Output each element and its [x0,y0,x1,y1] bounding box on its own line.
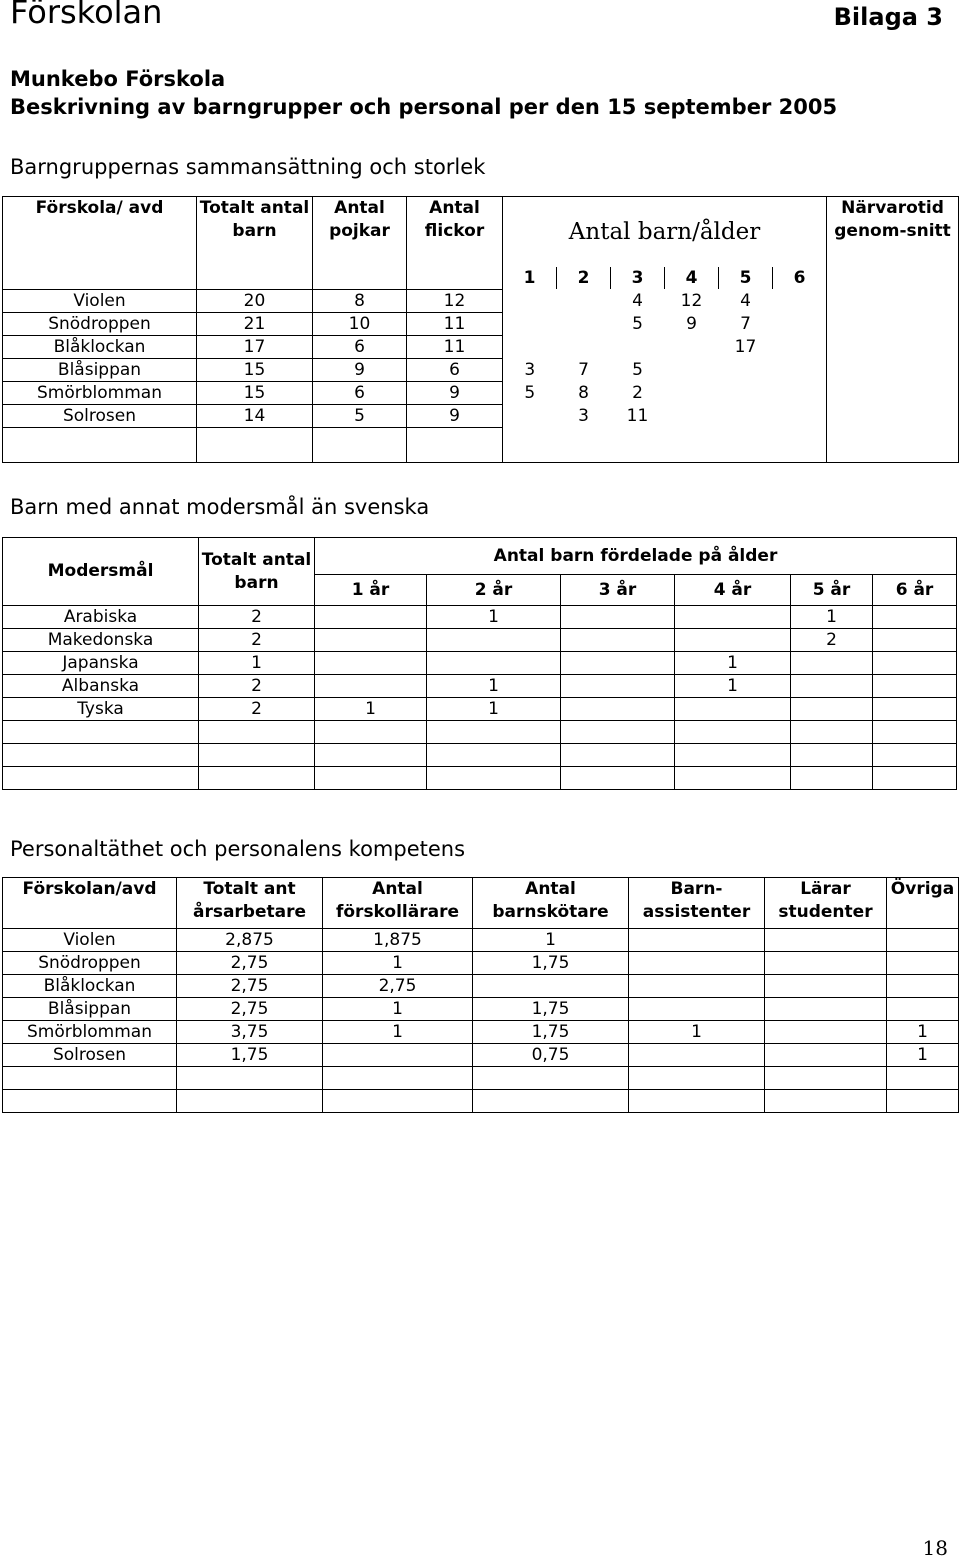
cell-age [561,698,675,721]
cell-age [675,629,791,652]
cell-age: 1 [427,675,561,698]
cell-value [765,1067,887,1090]
cell-value [473,1067,629,1090]
cell-total: 2 [199,606,315,629]
cell-age [315,721,427,744]
header-preschool-teachers: Antal förskollärare [323,878,473,929]
cell-value [3,1067,177,1090]
cell-boys: 6 [313,381,407,404]
cell-girls: 11 [407,312,503,335]
cell-age [873,606,957,629]
cell-age [773,335,827,358]
table-row [3,998,959,1021]
cell-age [503,404,557,427]
cell-age [665,381,719,404]
cell-value: Snödroppen [3,952,177,975]
cell-value [765,1044,887,1067]
cell-age: 1 [315,698,427,721]
cell-age [873,721,957,744]
cell-value [629,975,765,998]
groups-table [2,196,959,463]
cell-unit: Blåsippan [3,358,197,381]
cell-age [665,335,719,358]
cell-age [719,358,773,381]
cell-age [611,427,665,462]
cell-value [629,929,765,952]
cell-age [503,312,557,335]
cell-age: 1 [675,652,791,675]
cell-age: 9 [686,313,697,334]
header-age: 3 [611,267,665,289]
cell-attendance [827,358,959,381]
cell-value [887,998,959,1021]
header-attendance: Närvarotid genom-snitt [827,197,959,290]
cell-age [773,358,827,381]
cell-age: 2 [791,629,873,652]
cell-age [873,767,957,790]
cell-value: 1 [887,1044,959,1067]
cell-age [719,404,773,427]
cell-boys: 9 [313,358,407,381]
cell-attendance [827,335,959,358]
cell-age: 12 [680,290,703,311]
cell-value [473,975,629,998]
header-girls: Antal flickor [407,197,503,290]
cell-value: Solrosen [3,1044,177,1067]
header-age-title: Antal barn/ålder [503,197,827,268]
cell-language [3,721,199,744]
section-heading-languages: Barn med annat modersmål än svenska [10,495,430,519]
cell-value: Smörblomman [3,1021,177,1044]
header-language: Modersmål [3,538,199,606]
table-row [3,929,959,952]
table-header-row [3,538,957,575]
cell-age: 1 [427,606,561,629]
cell-value [629,1044,765,1067]
cell-age [503,289,557,312]
cell-language [3,744,199,767]
cell-age: 2 [632,382,643,403]
cell-value [765,929,887,952]
cell-total [197,427,313,462]
table-row [3,1090,959,1113]
cell-value [629,952,765,975]
cell-value: 1 [323,1021,473,1044]
header-unit: Förskolan/avd [3,878,177,929]
section-heading-staff: Personaltäthet och personalens kompetens [10,837,466,861]
cell-girls: 12 [407,289,503,312]
cell-age [791,721,873,744]
cell-unit: Blåklockan [3,335,197,358]
cell-total: 2 [199,698,315,721]
attachment-label: Bilaga 3 [833,3,943,31]
cell-value [473,1090,629,1113]
cell-boys [313,427,407,462]
cell-value [887,1090,959,1113]
cell-age [675,767,791,790]
cell-age [791,744,873,767]
header-age: 5 år [791,575,873,606]
cell-total: 17 [197,335,313,358]
header-age-title: Antal barn fördelade på ålder [315,538,957,575]
header-boys: Antal pojkar [313,197,407,290]
cell-age [675,606,791,629]
cell-age [873,698,957,721]
cell-boys: 8 [313,289,407,312]
table-row [3,427,959,462]
cell-total: 20 [197,289,313,312]
cell-age [561,721,675,744]
cell-value: 1 [629,1021,765,1044]
cell-value: 1 [473,929,629,952]
cell-value [887,929,959,952]
cell-age: 17 [734,336,757,357]
table-row [3,629,957,652]
cell-age: 8 [578,382,589,403]
cell-age: 11 [626,405,649,426]
table-row [3,606,957,629]
cell-age: 5 [503,381,557,404]
cell-boys: 6 [313,335,407,358]
table-row [3,744,957,767]
cell-language: Tyska [3,698,199,721]
cell-value [629,1090,765,1113]
cell-value: 1,875 [323,929,473,952]
cell-age [315,767,427,790]
cell-age: 1 [675,675,791,698]
cell-age [791,767,873,790]
cell-age: 7 [578,359,589,380]
cell-attendance [827,404,959,427]
cell-total: 14 [197,404,313,427]
cell-total [199,721,315,744]
cell-value: 0,75 [473,1044,629,1067]
header-unit: Förskola/ avd [3,197,197,290]
header-age: 2 år [427,575,561,606]
cell-age [873,744,957,767]
table-row [3,1021,959,1044]
header-age: 1 [503,267,557,289]
table-row [3,335,959,358]
cell-age [773,289,827,312]
cell-age [557,312,611,335]
cell-unit [3,427,197,462]
cell-language [3,767,199,790]
cell-value [765,952,887,975]
cell-girls [407,427,503,462]
cell-girls: 9 [407,404,503,427]
cell-value: 2,75 [177,998,323,1021]
table-row [3,952,959,975]
header-student-teachers: Lärar studenter [765,878,887,929]
cell-total: 15 [197,358,313,381]
cell-unit: Solrosen [3,404,197,427]
cell-value [765,1021,887,1044]
cell-attendance [827,381,959,404]
table-row [3,312,959,335]
cell-age [561,629,675,652]
cell-age [719,381,773,404]
cell-girls: 6 [407,358,503,381]
cell-age [427,744,561,767]
staff-table [2,877,959,1113]
cell-age [719,427,773,462]
table-row [3,289,959,312]
table-row [3,698,957,721]
cell-unit: Violen [3,289,197,312]
header-age: 1 år [315,575,427,606]
cell-value: 1 [887,1021,959,1044]
cell-value: 2,75 [323,975,473,998]
cell-age [675,744,791,767]
cell-age [315,652,427,675]
cell-age [427,629,561,652]
cell-age [503,335,557,358]
table-row [3,675,957,698]
cell-age [873,675,957,698]
header-age: 5 [719,267,773,289]
cell-value [765,1090,887,1113]
cell-age: 7 [740,313,751,334]
cell-value: 2,75 [177,952,323,975]
cell-age [557,427,611,462]
table-row [3,721,957,744]
cell-age [503,427,557,462]
cell-age [873,652,957,675]
header-assistants: Barn-assistenter [629,878,765,929]
header-age: 4 [665,267,719,289]
table-row [3,975,959,998]
cell-age [773,427,827,462]
cell-girls: 9 [407,381,503,404]
header-total-children: Totalt antal barn [197,197,313,290]
cell-age [791,698,873,721]
cell-attendance [827,312,959,335]
cell-total: 1 [199,652,315,675]
page-title: Förskolan [10,0,163,31]
cell-value [887,1067,959,1090]
header-childminders: Antal barnskötare [473,878,629,929]
cell-age [611,335,665,358]
page-number: 18 [922,1536,948,1560]
cell-total [199,744,315,767]
cell-value: 1,75 [473,1021,629,1044]
cell-value: 1 [323,952,473,975]
cell-age [315,744,427,767]
cell-age [315,629,427,652]
cell-value [765,975,887,998]
table-row [3,767,957,790]
cell-value: Blåklockan [3,975,177,998]
header-other: Övriga [887,878,959,929]
cell-value [177,1067,323,1090]
school-name: Munkebo Förskola [10,67,226,91]
cell-age [773,312,827,335]
cell-value: 1 [323,998,473,1021]
cell-age [427,721,561,744]
cell-age [665,427,719,462]
cell-value: 1,75 [473,952,629,975]
cell-age [561,675,675,698]
cell-age: 3 [503,358,557,381]
cell-age [675,698,791,721]
cell-age [665,358,719,381]
cell-attendance [827,427,959,462]
cell-age: 3 [578,405,589,426]
languages-table [2,537,957,790]
cell-value [323,1090,473,1113]
cell-age [791,675,873,698]
header-total-children: Totalt antal barn [199,538,315,606]
cell-language: Albanska [3,675,199,698]
cell-language: Arabiska [3,606,199,629]
cell-age: 1 [791,606,873,629]
cell-value [887,975,959,998]
cell-language: Makedonska [3,629,199,652]
table-row [3,652,957,675]
cell-value: 2,75 [177,975,323,998]
cell-value: 3,75 [177,1021,323,1044]
cell-age [427,767,561,790]
header-age: 2 [557,267,611,289]
cell-age [557,335,611,358]
cell-unit: Snödroppen [3,312,197,335]
cell-total: 21 [197,312,313,335]
table-header-row [3,878,959,929]
section-heading-groups: Barngruppernas sammansättning och storlek [10,155,486,179]
cell-age [315,606,427,629]
cell-age [873,629,957,652]
cell-age: 5 [632,359,643,380]
header-age: 4 år [675,575,791,606]
cell-value: Blåsippan [3,998,177,1021]
cell-age [315,675,427,698]
cell-age [773,404,827,427]
table-row [3,381,959,404]
table-header-row [3,197,959,268]
table-row [3,1044,959,1067]
header-total-staff: Totalt ant årsarbetare [177,878,323,929]
cell-value [887,952,959,975]
cell-unit: Smörblomman [3,381,197,404]
cell-age [561,606,675,629]
cell-value: 2,875 [177,929,323,952]
cell-age [561,767,675,790]
cell-age: 4 [740,290,751,311]
cell-total: 15 [197,381,313,404]
cell-age [561,744,675,767]
cell-attendance [827,289,959,312]
cell-girls: 11 [407,335,503,358]
cell-age [675,721,791,744]
cell-age [791,652,873,675]
cell-boys: 10 [313,312,407,335]
cell-age: 4 [632,290,643,311]
document-description: Beskrivning av barngrupper och personal per den 15 september 2005 [10,95,838,119]
cell-age: 5 [632,313,643,334]
table-row [3,404,959,427]
cell-age [773,381,827,404]
cell-age [561,652,675,675]
cell-value [323,1044,473,1067]
header-age: 3 år [561,575,675,606]
cell-value [765,998,887,1021]
cell-value: Violen [3,929,177,952]
cell-language: Japanska [3,652,199,675]
table-row [3,1067,959,1090]
table-row [3,358,959,381]
header-age: 6 [773,267,827,289]
cell-value [629,1067,765,1090]
cell-value [323,1067,473,1090]
cell-age [557,289,611,312]
cell-value: 1,75 [177,1044,323,1067]
cell-value: 1,75 [473,998,629,1021]
header-age: 6 år [873,575,957,606]
cell-total: 2 [199,629,315,652]
cell-age [665,404,719,427]
cell-total [199,767,315,790]
cell-value [177,1090,323,1113]
cell-boys: 5 [313,404,407,427]
cell-value [629,998,765,1021]
cell-total: 2 [199,675,315,698]
cell-age [427,652,561,675]
cell-value [3,1090,177,1113]
cell-age: 1 [427,698,561,721]
